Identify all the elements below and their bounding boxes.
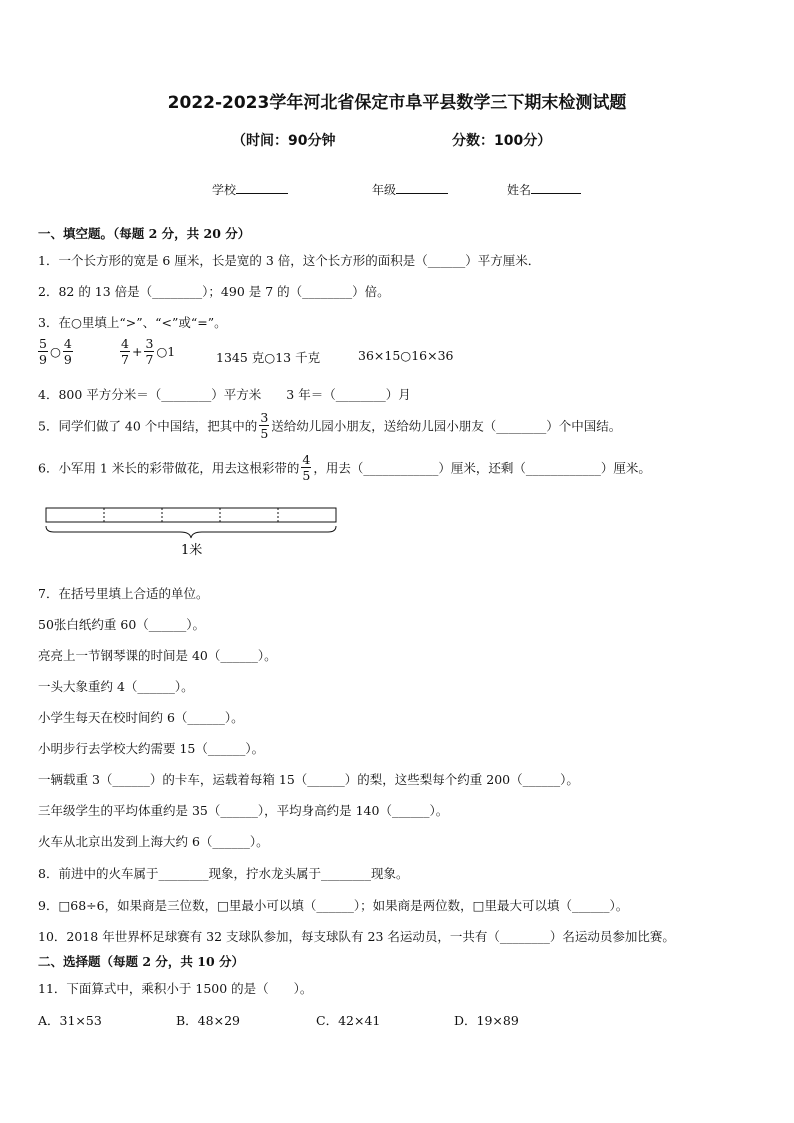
grade-field[interactable] <box>372 181 448 198</box>
question-7-line: 50张白纸约重 60（______）。 <box>38 617 206 632</box>
question-7-line: 三年级学生的平均体重约是 35（______），平均身高约是 140（______）。 <box>38 803 449 818</box>
school-label: 学校 <box>212 183 237 197</box>
question-11: 11．下面算式中，乘积小于 1500 的是（ ）。 <box>38 981 313 996</box>
ribbon-label: 1米 <box>181 543 203 558</box>
grade-blank[interactable] <box>396 181 448 194</box>
exam-score: 分数：100分） <box>452 133 552 149</box>
fraction: $\frac{4}{7}$ <box>121 336 129 367</box>
name-blank[interactable] <box>531 181 581 194</box>
fraction: $\frac{4}{9}$ <box>63 336 72 367</box>
question-9: 9．□68÷6，如果商是三位数，□里最小可以填（______）；如果商是两位数，□里最大可以填（______）。 <box>38 898 629 913</box>
compare-item-b: $\frac{4}{7}$ + $\frac{3}{7}$ ○1 <box>121 336 176 367</box>
question-5: 5．同学们做了 40 个中国结，把其中的 $\frac{3}{5}$ 送给幼儿园小朋友，送给幼儿园小朋友（________）个中国结。 <box>38 410 622 441</box>
question-6: 6．小军用 1 米长的彩带做花，用去这根彩带的 $\frac{4}{5}$ ，用去（____________）厘米，还剩（____________）厘米。 <box>38 452 651 483</box>
question-7-line: 火车从北京出发到上海大约 6（______）。 <box>38 834 269 849</box>
question-7-line: 一辆载重 3（______）的卡车，运载着每箱 15（______）的梨，这些梨每个约重 200（______）。 <box>38 772 579 787</box>
page-title: 2022-2023学年河北省保定市阜平县数学三下期末检测试题 <box>167 93 627 113</box>
question-10: 10．2018 年世界杯足球赛有 32 支球队参加，每支球队有 23 名运动员，一共有（________）名运动员参加比赛。 <box>38 929 675 944</box>
question-2: 2．82 的 13 倍是（________）；490 是 7 的（________）倍。 <box>38 284 390 299</box>
option-d[interactable]: D．19×89 <box>454 1013 519 1028</box>
option-b[interactable]: B．48×29 <box>176 1013 240 1028</box>
ribbon-diagram <box>40 504 340 560</box>
question-8: 8．前进中的火车属于________现象，拧水龙头属于________现象。 <box>38 866 409 881</box>
question-7-line: 小明步行去学校大约需要 15（______）。 <box>38 741 265 756</box>
section-heading-fill-blank: 一、填空题。（每题 2 分，共 20 分） <box>38 226 251 241</box>
school-blank[interactable] <box>236 181 288 194</box>
school-field[interactable] <box>212 181 288 198</box>
fraction: $\frac{3}{7}$ <box>145 336 154 367</box>
question-7-line: 小学生每天在校时间约 6（______）。 <box>38 710 244 725</box>
compare-item-d: 36×15○16×36 <box>358 348 454 363</box>
ribbon-dividers <box>104 508 278 522</box>
question-7: 7．在括号里填上合适的单位。 <box>38 586 209 601</box>
fraction: $\frac{4}{5}$ <box>302 452 311 483</box>
fraction: $\frac{3}{5}$ <box>260 410 269 441</box>
option-c[interactable]: C．42×41 <box>316 1013 381 1028</box>
question-1: 1．一个长方形的宽是 6 厘米，长是宽的 3 倍，这个长方形的面积是（______）平方厘米． <box>38 253 541 268</box>
name-field[interactable] <box>507 181 581 198</box>
question-7-line: 一头大象重约 4（______）。 <box>38 679 194 694</box>
question-4: 4．800 平方分米＝（________）平方米 3 年＝（________）月 <box>38 387 411 402</box>
compare-item-c: 1345 克○13 千克 <box>216 350 321 365</box>
fraction: $\frac{5}{9}$ <box>39 336 47 367</box>
ribbon-brace <box>46 526 336 538</box>
grade-label: 年级 <box>372 183 397 197</box>
question-3-items <box>36 336 75 367</box>
exam-time: （时间：90分钟 <box>232 133 336 149</box>
section-heading-choice: 二、选择题（每题 2 分，共 10 分） <box>38 954 245 969</box>
compare-item-a: $\frac{5}{9}$ ○ $\frac{4}{9}$ <box>39 336 72 367</box>
question-7-line: 亮亮上一节钢琴课的时间是 40（______）。 <box>38 648 277 663</box>
name-label: 姓名 <box>507 183 532 197</box>
ribbon-rect <box>46 508 336 522</box>
question-3: 3．在○里填上“>”、“<”或“=”。 <box>38 315 227 330</box>
option-a[interactable]: A．31×53 <box>38 1013 102 1028</box>
